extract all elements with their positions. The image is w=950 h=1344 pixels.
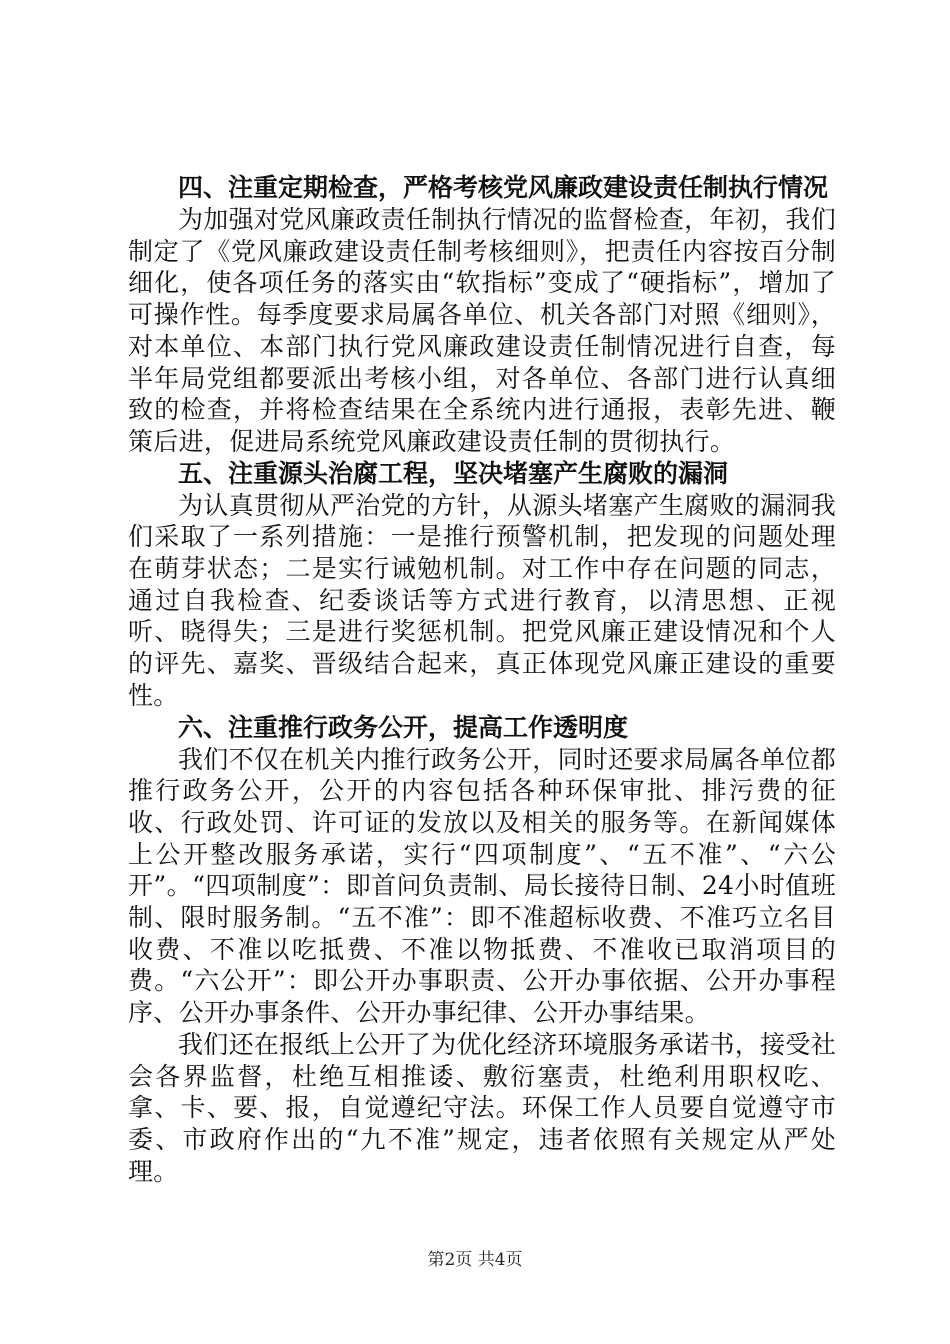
paragraph: 我们还在报纸上公开了为优化经济环境服务承诺书，接受社会各界监督，杜绝互相推诿、敷衍塞责，杜绝利用职权吃、拿、卡、要、报，自觉遵纪守法。环保工作人员要自觉遵守市委、市政府作出的“九不准”规定，违者依照有关规定从严处理。: [128, 1029, 836, 1186]
paragraph: 为加强对党风廉政责任制执行情况的监督检查，年初，我们制定了《党风廉政建设责任制考核细则》，把责任内容按百分制细化，使各项任务的落实由“软指标”变成了“硬指标”，增加了可操作性。每季度要求局属各单位、机关各部门对照《细则》，对本单位、本部门执行党风廉政建设责任制情况进行自查，每半年局党组都要派出考核小组，对各单位、各部门进行认真细致的检查，并将检查结果在全系统内进行通报，表彰先进、鞭策后进，促进局系统党风廉政建设责任制的贯彻执行。: [128, 205, 836, 456]
page-footer: 第2页 共4页: [427, 1250, 523, 1270]
section-heading-6: 六、注重推行政务公开，提高工作透明度: [178, 712, 629, 742]
document-body: [128, 172, 836, 1187]
paragraph: 为认真贯彻从严治党的方针，从源头堵塞产生腐败的漏洞我们采取了一系列措施：一是推行预警机制，把发现的问题处理在萌芽状态；二是实行诫勉机制。对工作中存在问题的同志，通过自我检查、纪委谈话等方式进行教育，以清思想、正视听、晓得失；三是进行奖惩机制。把党风廉正建设情况和个人的评先、嘉奖、晋级结合起来，真正体现党风廉正建设的重要性。: [128, 490, 836, 710]
section-heading-4: 四、注重定期检查，严格考核党风廉政建设责任制执行情况: [178, 173, 829, 202]
section-heading-5: 五、注重源头治腐工程，坚决堵塞产生腐败的漏洞: [178, 458, 729, 488]
paragraph: 我们不仅在机关内推行政务公开，同时还要求局属各单位都推行政务公开，公开的内容包括各种环保审批、排污费的征收、行政处罚、许可证的发放以及相关的服务等。在新闻媒体上公开整改服务承诺，实行“四项制度”、“五不准”、“六公开”。“四项制度”：即首问负责制、局长接待日制、24小时值班制、限时服务制。“五不准”：即不准超标收费、不准巧立名目收费、不准以吃抵费、不准以物抵费、不准收已取消项目的费。“六公开”：即公开办事职责、公开办事依据、公开办事程序、公开办事条件、公开办事纪律、公开办事结果。: [128, 744, 836, 1028]
